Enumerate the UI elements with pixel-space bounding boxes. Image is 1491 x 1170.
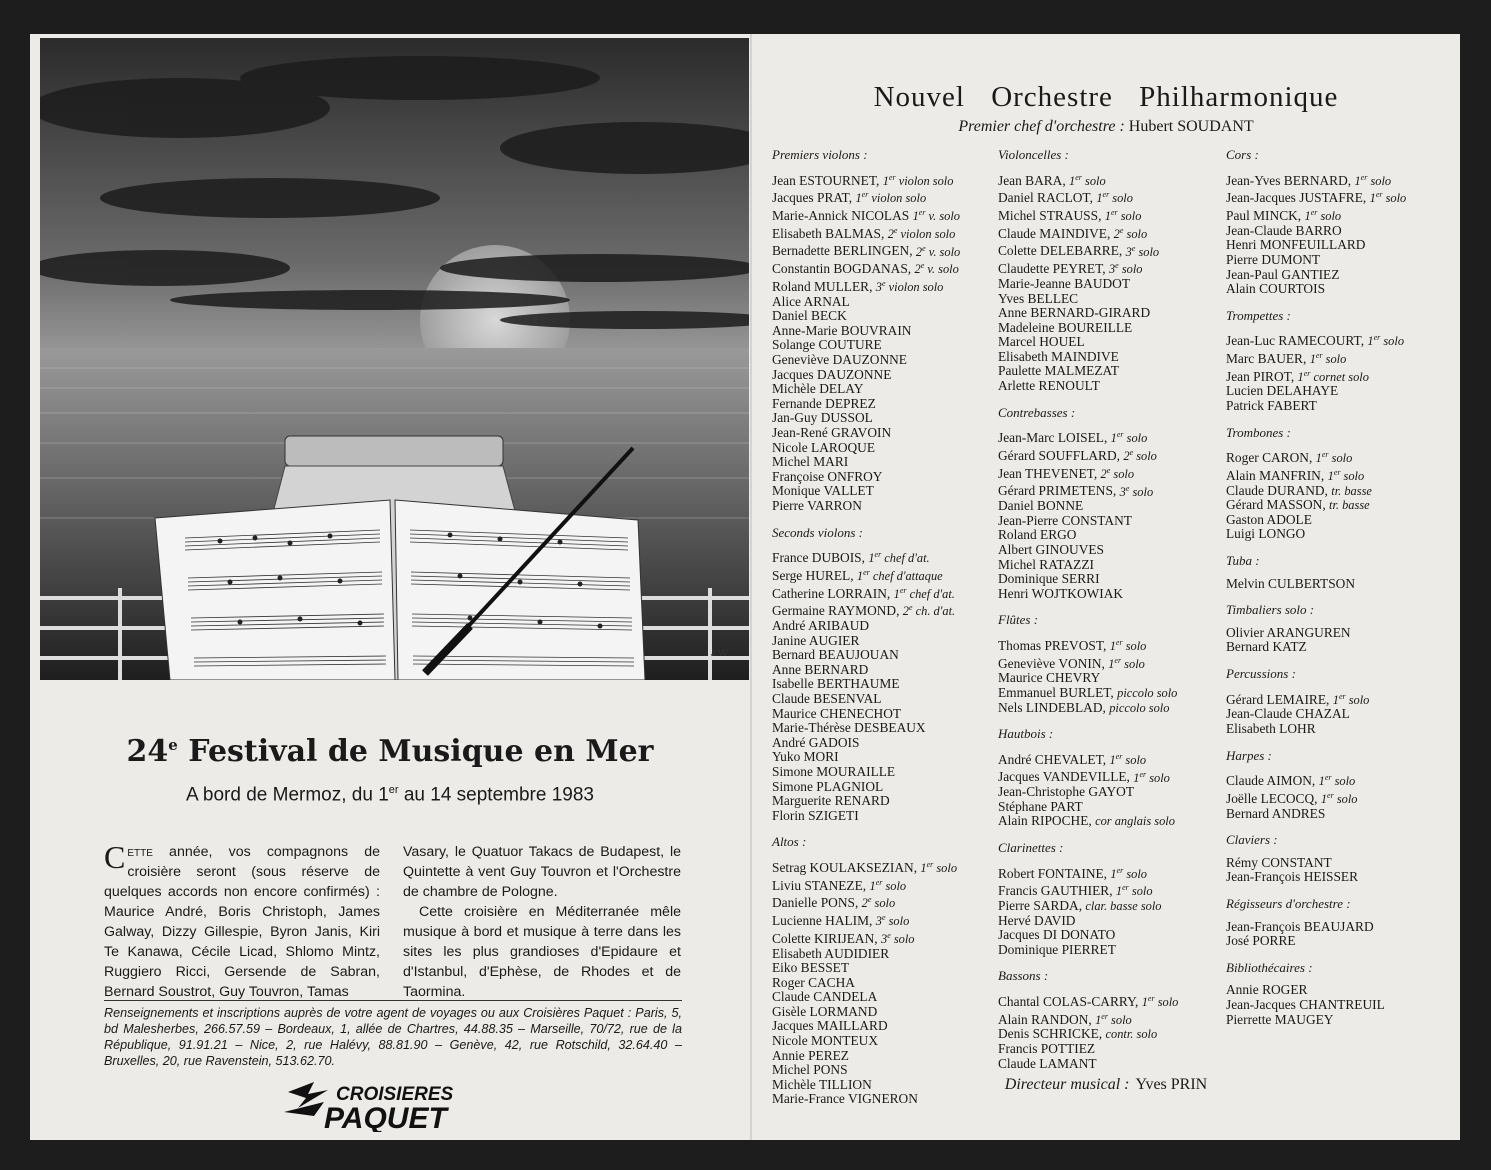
musician: Anne BERNARD-GIRARD [998,305,1151,321]
musician: Fernande DEPREZ [772,395,876,411]
booking-info: Renseignements et inscriptions auprès de votre agent de voyages ou aux Croisières Paquet : Paris, 5, bd Malesherbes, 266.57.59 – Bordeaux, 1, allée de Chartres, 44.88.35 – Marseille, 70/72, rue de la République, 91.91.21 – Nice, 2, rue Halévy, 88.81.90 – Genève, 42, rue Rotschild, 32.64.40 – Bruxelles, 20, rue Ravenstein, 513.62.70. [104,1000,682,1069]
festival-title: 24e Festival de Musique en Mer [126,734,654,769]
musician: Jacques DI DONATO [998,927,1116,943]
musician: Simone PLAGNIOL [772,778,884,794]
musician: Gaston ADOLE [1226,511,1312,527]
logo-line1: CROISIERES [336,1084,454,1105]
musician: Jean-Claude CHAZAL [1226,706,1350,722]
roster-column-1 [772,148,997,1119]
roster-column-3 [1226,148,1451,1039]
musician: Jean-Pierre CONSTANT [998,512,1132,528]
musician: Annie ROGER [1226,982,1308,998]
section [998,841,1223,957]
section [1226,961,1451,1027]
musician: Francis GAUTHIER, 1er solo [998,883,1153,899]
musician: Patrick FABERT [1226,398,1317,414]
musician: Liviu STANEZE, 1er solo [772,877,907,893]
music-director: Directeur musical : Yves PRIN [1004,1076,1208,1093]
section [1226,833,1451,885]
musician: Pierre VARRON [772,497,862,513]
sea-sunset-illustration [40,38,749,680]
section-heading: Clarinettes : [998,839,1064,855]
musician: Elisabeth LOHR [1226,720,1316,736]
section-heading: Trompettes : [1226,307,1291,323]
musician: Henri MONFEUILLARD [1226,237,1366,253]
musician: Lucienne HALIM, 3e solo [772,913,910,929]
musician: Florin SZIGETI [772,807,859,823]
musician: Daniel BONNE [998,498,1084,514]
section [1226,554,1451,591]
section-heading: Régisseurs d'orchestre : [1226,895,1351,911]
musician: Claude CANDELA [772,989,878,1005]
musician: Jean-François HEISSER [1226,869,1359,885]
musician: Marguerite RENARD [772,793,890,809]
musician: André CHEVALET, 1er solo [998,751,1147,767]
section-heading: Flûtes : [998,612,1039,628]
musician: Jacques VANDEVILLE, 1er solo [998,769,1170,785]
musician: Pierrette MAUGEY [1226,1011,1334,1027]
musician: Jacques PRAT, 1er violon solo [772,190,927,206]
musician: Jean-Luc RAMECOURT, 1er solo [1226,333,1405,349]
section-heading: Percussions : [1226,666,1296,682]
section [1226,148,1451,297]
section [998,727,1223,829]
festival-dates: A bord de Mermoz, du 1er au 14 septembre 1983 [186,784,594,806]
musician: Marie-Annick NICOLAS 1er v. solo [772,208,960,224]
section-heading: Timbaliers solo : [1226,602,1315,618]
section [1226,309,1451,414]
section-heading: Hautbois : [998,726,1054,742]
musician: Daniel BECK [772,308,847,324]
musician: Michel PONS [772,1062,848,1078]
musician: Marie-Jeanne BAUDOT [998,275,1131,291]
musician: Elisabeth AUDIDIER [772,945,890,961]
musician: Annie PEREZ [772,1047,849,1063]
section-heading: Trombones : [1226,424,1291,440]
musician: Isabelle BERTHAUME [772,676,900,692]
musician: Anne BERNARD [772,661,869,677]
musician: Alice ARNAL [772,293,850,309]
musician: Thomas PREVOST, 1er solo [998,637,1147,653]
section [772,526,997,824]
right-page [752,34,1460,1140]
section [998,148,1223,394]
musician: Jean-François BEAUJARD [1226,918,1374,934]
musician: Roger CACHA [772,974,855,990]
musician: Albert GINOUVES [998,541,1104,557]
musician: Catherine LORRAIN, 1er chef d'at. [772,585,955,601]
musician: Bernard ANDRES [1226,805,1326,821]
musician: Claude AIMON, 1er solo [1226,773,1356,789]
musician: Claude MAINDIVE, 2e solo [998,225,1148,241]
musician: Alain MANFRIN, 1er solo [1226,467,1365,484]
musician: Nels LINDEBLAD, piccolo solo [998,699,1170,715]
intro-paragraph-2: Vasary, le Quatuor Takacs de Budapest, le Quintette à vent Guy Touvron et l'Orchestre de chambre de Pologne. Cette croisière en Méditerranée mêle musique à bord et musique à terre dans les sites les plus grandioses d'Epidaure et d'Istanbul, d'Ephèse, de Rhodes et de Taormina. [403,844,681,1000]
musician: Roger CARON, 1er solo [1226,450,1353,466]
section [998,406,1223,602]
musician: André GADOIS [772,734,860,750]
musician: Michel MARI [772,454,849,470]
intro-paragraph-1: Cette année, vos compagnons de croisière seront (sous réserve de quelques accords non encore confirmés) : Maurice André, Boris Christoph, James Galway, Dizzy Gillespie, Byron Janis, Kiri Te Kanawa, Cécile Licad, Shlomo Mintz, Ruggiero Ricci, Gersende de Sabran, Bernard Soustrot, Guy Touvron, Tamas [104,839,380,1000]
musician: Paulette MALMEZAT [998,363,1119,379]
musician: Jean-Claude BARRO [1226,222,1342,238]
section-heading: Premiers violons : [772,147,868,162]
musician: Gisèle LORMAND [772,1003,878,1019]
musician: Roland MULLER, 3e violon solo [772,278,944,295]
section [1226,749,1451,822]
musician: Dominique SERRI [998,571,1100,587]
section-heading: Cors : [1226,147,1259,162]
musician: Alain COURTOIS [1226,281,1326,297]
musician: Elisabeth BALMAS, 2e violon solo [772,225,956,241]
musician: Bernard KATZ [1226,639,1307,655]
musician: Maurice CHEVRY [998,670,1101,686]
section-heading: Bassons : [998,968,1049,984]
musician: Claude DURAND, tr. basse [1226,482,1372,498]
musician: Emmanuel BURLET, piccolo solo [998,684,1178,700]
musician: Elisabeth MAINDIVE [998,348,1119,364]
musician: Claude LAMANT [998,1055,1097,1071]
musician: Jean-René GRAVOIN [772,424,892,440]
musician: Nicole MONTEUX [772,1033,878,1049]
musician: Michel STRAUSS, 1er solo [998,208,1142,224]
section-heading: Altos : [772,834,807,850]
musician: Marcel HOUEL [998,334,1085,350]
musician: Jan-Guy DUSSOL [772,410,873,426]
section-heading: Harpes : [1226,747,1272,763]
musician: André ARIBAUD [772,618,870,633]
musician: Jean-Marc LOISEL, 1er solo [998,430,1148,446]
section [998,613,1223,715]
section-heading: Bibliothécaires : [1226,959,1313,975]
musician: Pierre SARDA, clar. basse solo [998,897,1162,913]
section-heading: Seconds violons : [772,524,863,540]
musician: Anne-Marie BOUVRAIN [772,322,912,338]
musician: Gérard MASSON, tr. basse [1226,497,1370,513]
musician: Setrag KOULAKSEZIAN, 1er solo [772,859,958,876]
musician: Jean ESTOURNET, 1er violon solo [772,172,954,188]
musician: Jean-Christophe GAYOT [998,784,1134,800]
musician: Dominique PIERRET [998,941,1116,957]
drop-cap: C [104,839,126,875]
musician: Solange COUTURE [772,337,882,353]
section-heading: Contrebasses : [998,404,1076,420]
musician: Jean-Yves BERNARD, 1er solo [1226,172,1392,188]
musician: Maurice CHENECHOT [772,705,902,721]
musician: Jean-Jacques JUSTAFRE, 1er solo [1226,190,1407,206]
musician: Paul MINCK, 1er solo [1226,208,1342,224]
musician: Yuko MORI [772,749,839,765]
musician: Germaine RAYMOND, 2e ch. d'at. [772,603,956,619]
musician: Jean-Jacques CHANTREUIL [1226,996,1385,1012]
musician: Gérard SOUFFLARD, 2e solo [998,447,1157,464]
musician: Stéphane PART [998,798,1083,814]
musician: Jean THEVENET, 2e solo [998,465,1135,481]
musician: Lucien DELAHAYE [1226,383,1339,399]
section [1226,897,1451,949]
musician: Robert FONTAINE, 1er solo [998,865,1148,881]
musician: Janine AUGIER [772,632,860,648]
section-heading: Violoncelles : [998,147,1069,162]
musician: Bernadette BERLINGEN, 2e v. solo [772,243,961,259]
musician: Danielle PONS, 2e solo [772,895,896,911]
musician: Olivier ARANGUREN [1226,624,1351,640]
musician: Monique VALLET [772,483,874,499]
musician: Madeleine BOUREILLE [998,319,1133,335]
musician: Rémy CONSTANT [1226,854,1332,870]
musician: Marie-France VIGNERON [772,1091,918,1107]
section [1226,426,1451,542]
musician: Simone MOURAILLE [772,763,896,779]
musician: France DUBOIS, 1er chef d'at. [772,550,930,566]
musician: Marc BAUER, 1er solo [1226,351,1347,367]
musician: Colette DELEBARRE, 3e solo [998,243,1160,259]
section-heading: Claviers : [1226,832,1278,848]
musician: Michèle DELAY [772,381,864,397]
illustration-signature: J.W. [710,648,730,659]
musician: Claudette PEYRET, 3e solo [998,261,1143,277]
musician: Jacques DAUZONNE [772,366,892,382]
musician: Alain RIPOCHE, cor anglais solo [998,813,1175,829]
section-heading: Tuba : [1226,553,1260,569]
musician: Joëlle LECOCQ, 1er solo [1226,790,1358,806]
section [772,148,997,514]
musician: Luigi LONGO [1226,526,1306,542]
musician: Constantin BOGDANAS, 2e v. solo [772,261,959,277]
musician: Jacques MAILLARD [772,1018,888,1034]
musician: Michel RATAZZI [998,556,1094,572]
musician: Eiko BESSET [772,960,850,976]
logo-line2: PAQUET [324,1102,447,1132]
musician: Bernard BEAUJOUAN [772,647,899,663]
section [772,835,997,1107]
musician: Colette KIRIJEAN, 3e solo [772,930,915,946]
musician: Jean PIROT, 1er cornet solo [1226,368,1369,384]
musician: Francis POTTIEZ [998,1040,1096,1056]
musician: Chantal COLAS-CARRY, 1er solo [998,993,1179,1010]
section [1226,667,1451,737]
musician: Geneviève DAUZONNE [772,352,907,367]
musician: Nicole LAROQUE [772,439,876,455]
musician: Jean-Paul GANTIEZ [1226,266,1340,282]
musician: Hervé DAVID [998,912,1076,928]
section [998,969,1223,1071]
musician: Serge HUREL, 1er chef d'attaque [772,567,943,583]
section [1226,603,1451,655]
musician: Michèle TILLION [772,1076,872,1092]
musician: Daniel RACLOT, 1er solo [998,190,1133,206]
musician: Roland ERGO [998,527,1077,543]
left-page [30,34,750,1140]
open-score [155,500,645,680]
croisieres-paquet-logo [284,1078,494,1132]
musician: Gérard PRIMETENS, 3e solo [998,483,1154,499]
musician: Gérard LEMAIRE, 1er solo [1226,691,1370,707]
musician: José PORRE [1226,933,1296,949]
musician: Alain RANDON, 1er solo [998,1011,1132,1027]
roster-column-2 [998,148,1223,1083]
musician: Melvin CULBERTSON [1226,575,1356,591]
musician: Françoise ONFROY [772,468,883,484]
musician: Yves BELLEC [998,290,1079,306]
principal-conductor: Premier chef d'orchestre : Hubert SOUDANT [958,118,1254,135]
musician: Arlette RENOULT [998,378,1100,394]
musician: Claude BESENVAL [772,690,882,706]
musician: Geneviève VONIN, 1er solo [998,655,1145,671]
musician: Jean BARA, 1er solo [998,172,1106,188]
orchestra-title: Nouvel Orchestre Philharmonique [873,81,1339,113]
musician: Henri WOJTKOWIAK [998,585,1124,601]
musician: Marie-Thérèse DESBEAUX [772,720,926,736]
musician: Denis SCHRICKE, contr. solo [998,1026,1158,1042]
musician: Pierre DUMONT [1226,251,1321,267]
